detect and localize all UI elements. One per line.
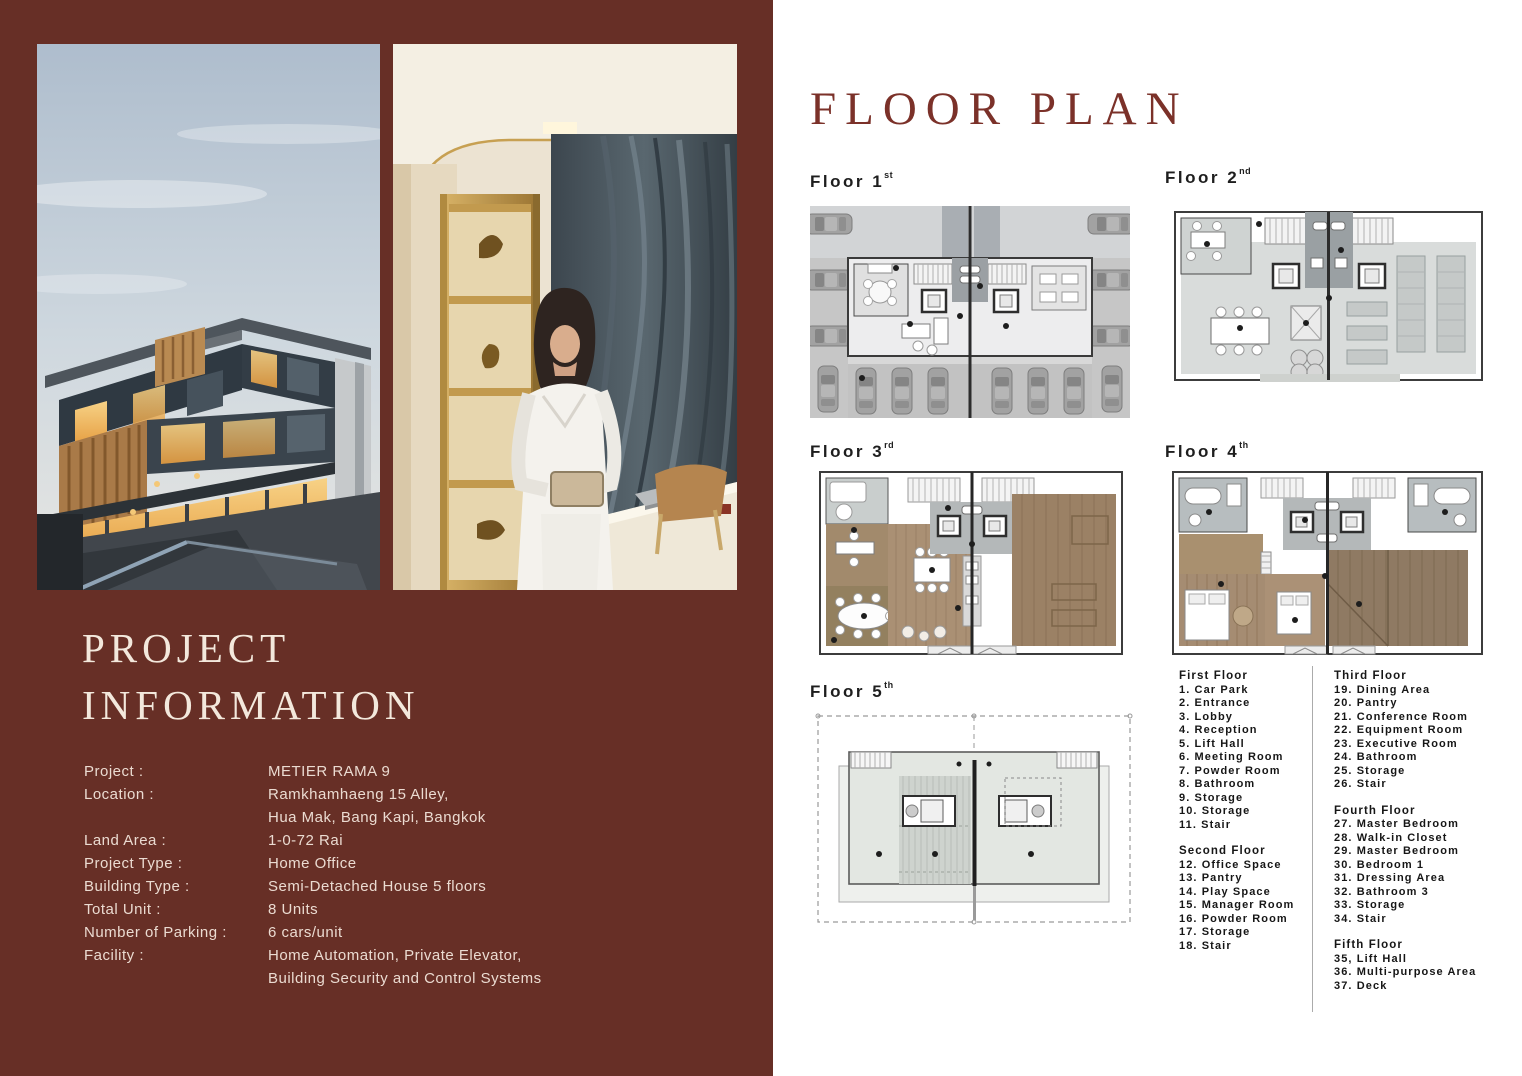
legend-item: 27. Master Bedroom bbox=[1334, 818, 1459, 830]
project-info-row bbox=[84, 760, 724, 783]
legend-item: 6. Meeting Room bbox=[1179, 751, 1284, 763]
legend-item: 25. Storage bbox=[1334, 764, 1406, 777]
floor-2-plan-svg bbox=[1165, 202, 1492, 392]
legend-item: 24. Bathroom bbox=[1334, 751, 1418, 763]
legend-item: 37. Deck bbox=[1334, 979, 1388, 992]
project-info-rows bbox=[84, 760, 724, 990]
legend-item: 31. Dressing Area bbox=[1334, 872, 1446, 884]
project-info-label: Location : bbox=[84, 786, 155, 803]
floor-5-plan-svg bbox=[813, 704, 1135, 940]
legend-item: 7. Powder Room bbox=[1179, 764, 1281, 777]
legend-item: 29. Master Bedroom bbox=[1334, 845, 1459, 857]
project-info-value: Home Automation, Private Elevator, Building Security and Control Systems bbox=[268, 947, 542, 987]
legend-section bbox=[1334, 805, 1504, 927]
project-info-label: Building Type : bbox=[84, 878, 190, 895]
project-info-row bbox=[84, 921, 724, 944]
legend-item: 34. Stair bbox=[1334, 912, 1387, 925]
project-info-value: METIER RAMA 9 bbox=[268, 763, 391, 780]
floor-plan-title: FLOOR PLAN bbox=[810, 83, 1189, 135]
project-info-row bbox=[84, 852, 724, 875]
legend-item: 2. Entrance bbox=[1179, 697, 1251, 709]
floor-4-label: Floor 4th bbox=[1165, 440, 1249, 461]
floor-5-plan bbox=[813, 704, 1135, 940]
legend-item: 3. Lobby bbox=[1179, 710, 1234, 723]
legend-divider bbox=[1312, 666, 1313, 1012]
project-info-row bbox=[84, 783, 724, 829]
floor-2-plan bbox=[1165, 202, 1492, 392]
legend-item: 16. Powder Room bbox=[1179, 912, 1288, 925]
legend-item: 21. Conference Room bbox=[1334, 710, 1468, 723]
legend-item: 4. Reception bbox=[1179, 724, 1258, 736]
project-info-label: Facility : bbox=[84, 947, 145, 964]
project-info-label: Total Unit : bbox=[84, 901, 161, 918]
legend-item: 18. Stair bbox=[1179, 939, 1232, 952]
floor-3-plan-svg bbox=[812, 464, 1130, 662]
project-info-label: Land Area : bbox=[84, 832, 167, 849]
legend-item: 20. Pantry bbox=[1334, 697, 1398, 709]
floor-legend-column-1 bbox=[1179, 670, 1307, 966]
office-interior-photo bbox=[393, 44, 737, 590]
project-title-line2: INFORMATION bbox=[82, 682, 420, 728]
legend-section bbox=[1334, 939, 1504, 993]
office-interior-illustration bbox=[393, 44, 737, 590]
legend-item: 1. Car Park bbox=[1179, 683, 1249, 696]
legend-section-title: Fourth Floor bbox=[1334, 804, 1416, 817]
floor-2-label: Floor 2nd bbox=[1165, 166, 1252, 187]
project-info-row bbox=[84, 875, 724, 898]
floor-3-label: Floor 3rd bbox=[810, 440, 895, 461]
legend-item: 32. Bathroom 3 bbox=[1334, 885, 1429, 898]
project-info-label: Number of Parking : bbox=[84, 924, 227, 941]
legend-item: 26. Stair bbox=[1334, 778, 1387, 790]
project-info-label: Project Type : bbox=[84, 855, 183, 872]
project-info-row bbox=[84, 898, 724, 921]
project-info-row bbox=[84, 944, 724, 990]
project-info-value: Semi-Detached House 5 floors bbox=[268, 878, 487, 895]
legend-item: 14. Play Space bbox=[1179, 885, 1271, 898]
legend-section bbox=[1179, 845, 1307, 953]
floor-1-plan-svg bbox=[810, 206, 1130, 418]
legend-item: 22. Equipment Room bbox=[1334, 724, 1464, 736]
floor-plan-panel bbox=[773, 0, 1522, 1076]
legend-item: 9. Storage bbox=[1179, 791, 1244, 804]
legend-item: 11. Stair bbox=[1179, 818, 1232, 831]
legend-item: 10. Storage bbox=[1179, 805, 1251, 817]
legend-section bbox=[1179, 670, 1307, 832]
legend-item: 30. Bedroom 1 bbox=[1334, 858, 1425, 871]
legend-item: 23. Executive Room bbox=[1334, 737, 1458, 750]
project-info-value: 1-0-72 Rai bbox=[268, 832, 344, 849]
project-info-row bbox=[84, 829, 724, 852]
lift-core-left bbox=[903, 796, 955, 826]
legend-item: 19. Dining Area bbox=[1334, 683, 1431, 696]
legend-item: 8. Bathroom bbox=[1179, 778, 1256, 790]
project-title-line1: PROJECT bbox=[82, 625, 291, 671]
project-info-value: 6 cars/unit bbox=[268, 924, 343, 941]
project-info-value: Ramkhamhaeng 15 Alley, Hua Mak, Bang Kapi, Bangkok bbox=[268, 786, 486, 826]
floor-legend-column-2 bbox=[1334, 670, 1504, 1006]
legend-item: 15. Manager Room bbox=[1179, 899, 1295, 911]
lift-core-right bbox=[999, 796, 1051, 826]
building-exterior-illustration bbox=[37, 44, 380, 590]
legend-item: 17. Storage bbox=[1179, 926, 1251, 938]
project-info-value: Home Office bbox=[268, 855, 357, 872]
floor-3-plan bbox=[812, 464, 1130, 662]
project-information-title bbox=[82, 620, 419, 734]
floor-4-plan bbox=[1165, 464, 1490, 662]
legend-item: 33. Storage bbox=[1334, 899, 1406, 911]
project-info-value: 8 Units bbox=[268, 901, 319, 918]
floor-1-plan bbox=[810, 206, 1130, 418]
legend-item: 28. Walk-in Closet bbox=[1334, 831, 1448, 844]
building-exterior-photo bbox=[37, 44, 380, 590]
legend-item: 36. Multi-purpose Area bbox=[1334, 966, 1477, 978]
project-info-label: Project : bbox=[84, 763, 144, 780]
legend-section bbox=[1334, 670, 1504, 792]
floor-5-label: Floor 5th bbox=[810, 680, 894, 701]
floor-1-label: Floor 1st bbox=[810, 170, 894, 191]
legend-item: 5. Lift Hall bbox=[1179, 737, 1245, 750]
legend-section-title: Second Floor bbox=[1179, 845, 1266, 857]
floor-4-plan-svg bbox=[1165, 464, 1490, 662]
legend-item: 13. Pantry bbox=[1179, 872, 1243, 884]
legend-section-title: Third Floor bbox=[1334, 670, 1407, 682]
legend-section-title: Fifth Floor bbox=[1334, 939, 1403, 951]
legend-item: 35, Lift Hall bbox=[1334, 952, 1407, 965]
legend-item: 12. Office Space bbox=[1179, 858, 1282, 871]
legend-section-title: First Floor bbox=[1179, 670, 1248, 682]
